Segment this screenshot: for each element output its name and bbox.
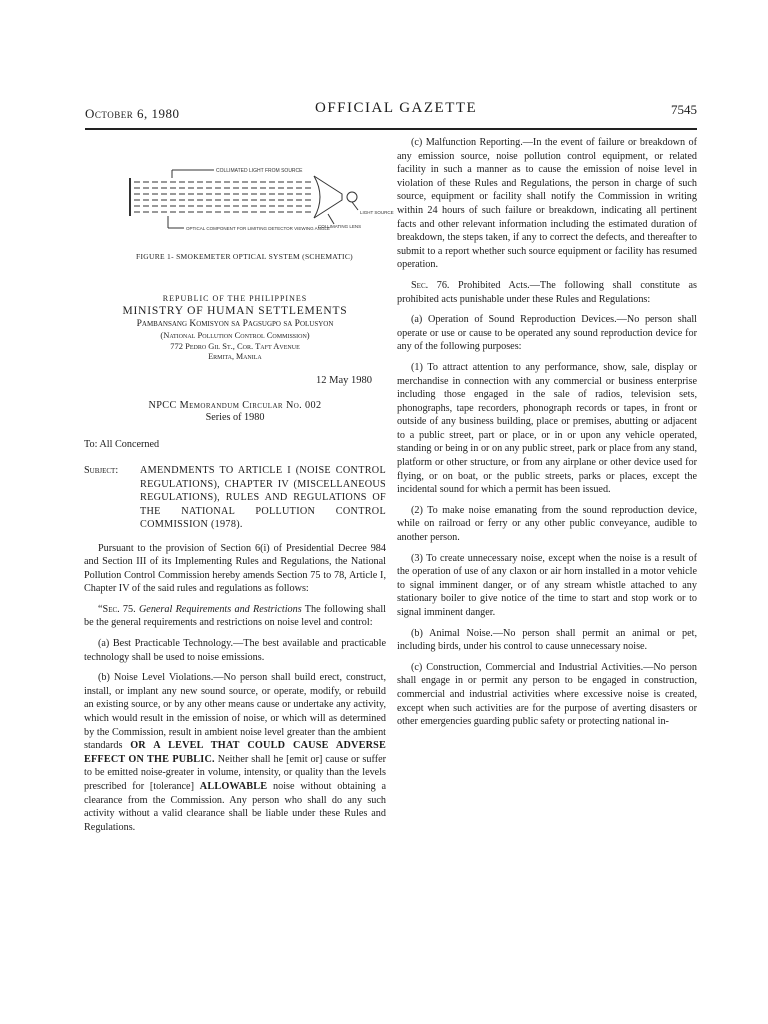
memo-recipient: To: All Concerned — [84, 439, 160, 450]
subject-text: AMENDMENTS TO ARTICLE I (NOISE CONTROL REGULATIONS), CHAPTER IV (MISCELLANEOUS REGULATIONS), RULES AND REGULATIONS OF THE NATIONAL POLLUTION CONTROL COMMISSION (1978). — [140, 465, 386, 530]
sec75-b-paragraph — [84, 671, 386, 834]
sec75-b-caps2: ALLOWABLE — [199, 781, 268, 792]
sec75-b-part2: Neither shall he [emit or] cause or suffer to be emitted noise-greater in volume, intensity, or quality than the levels prescribed for [tolerance] — [84, 753, 387, 792]
subject-label: Subject: — [84, 465, 119, 476]
header-page-number: 7545 — [671, 102, 697, 117]
page-header — [85, 100, 697, 124]
memo-title: NPCC Memorandum Circular No. 002 — [148, 400, 322, 411]
ministry-heading — [84, 294, 386, 361]
republic-line: REPUBLIC OF THE PHILIPPINES — [162, 294, 308, 303]
figure-label-top: COLLIMATED LIGHT FROM SOURCE — [216, 168, 303, 174]
purpose-2-paragraph: (2) To make noise emanating from the sound reproduction device, while on railroad or ferry or any other public conveyance, audible to another person. — [397, 504, 697, 544]
city-line: Ermita, Manila — [208, 352, 262, 361]
sec76-paragraph — [397, 279, 697, 306]
header-rule — [85, 128, 697, 130]
purpose-3-paragraph: (3) To create unnecessary noise, except when the noise is a result of the operation of use of any claxon or air horn installed in a motor vehicle to signal imminent danger, or of any stream whistle attached to any stationary boiler to give notice of the time to start and stop work or to signal imminent danger. — [397, 552, 697, 618]
memo-subject — [84, 464, 386, 532]
header-title: OFFICIAL GAZETTE — [315, 100, 478, 116]
sec75-paragraph — [84, 603, 386, 630]
sound-devices-paragraph: (a) Operation of Sound Reproduction Devices.—No person shall operate or use or cause to be operated any sound reproduction device for any of the following purposes: — [397, 314, 697, 353]
sec75-title: General Requirements and Restrictions — [138, 603, 302, 615]
figure-label-collimating-lens: COLLIMATING LENS — [318, 224, 362, 229]
header-date: October 6, 1980 — [85, 106, 180, 121]
animal-noise-paragraph: (b) Animal Noise.—No person shall permit an animal or pet, including birds, under his control to cause unnecessary noise. — [397, 627, 697, 653]
malfunction-paragraph: (c) Malfunction Reporting.—In the event of failure or breakdown of any emission source, noise pollution control equipment, or related facility in such a manner as to cause the emission of noise level in violation of these Rules and Regulations, the person in charge of such source, equipment or facility shall notify the Commission in writing within 24 hours of such failure or breakdown, indicating all pertinent facts and other relevant information including the estimated duration of breakdown, the steps taken, if any to correct the defects, and thereafter to submit to a report whether such source equipment or facility has resumed operation. — [397, 137, 697, 271]
memo-date: 12 May 1980 — [316, 375, 372, 386]
sec75-a-paragraph: (a) Best Practicable Technology.—The best available and practicable technology shall be used to noise emissions. — [84, 638, 386, 663]
address-line: 772 Pedro Gil St., Cor. Taft Avenue — [170, 341, 300, 351]
sec75-b-caps1: OR A LEVEL THAT COULD CAUSE ADVERSE EFFECT ON THE PUBLIC. — [84, 740, 387, 765]
smokemeter-figure — [84, 136, 394, 286]
pursuant-paragraph: Pursuant to the provision of Section 6(i) of Presidential Decree 984 and Section III of its Implementing Rules and Regulations, the National Pollution Control Commission hereby amends Section 75 to 78, Article I, Chapter IV of the said rules and regulations as follows: — [84, 542, 386, 595]
memo-series: Series of 1980 — [205, 412, 265, 423]
commission-tagalog: Pambansang Komisyon sa Pagsugpo sa Polusyon — [136, 319, 334, 329]
sec75-b-part1: (b) Noise Level Violations.—No person shall build erect, construct, install, or implant any new sound source, or operate, modify, or rebuild an existing source, or by any other means cause or undertake any activity, which would result in the emission of noise, or which will as determined by the Commission, result in ambient noise level greater than the ambient standards — [84, 672, 386, 752]
sec76-body: Prohibited Acts.—The following shall constitute as prohibited acts punishable under these Rules and Regulations: — [397, 279, 697, 305]
purpose-1-paragraph: (1) To attract attention to any performance, show, sale, display or merchandise in connection with any commercial or business enterprise including those engaged in the sale of radios, television sets, phonographs, tape recorders, phonograph records or tapes, in front or outside of any business building, place or premises, abutting or adjacent to a public street, part or place, or in or upon any vehicle operated, standing or being in or on any public street, park or place from any stand, platform or other structure, or from any airplane or other device used for flying, or on boat, or the public streets, parks or places, except the incidental sound for which a permit has been issued. — [397, 361, 697, 496]
sec75-body: The following shall be the general requirements and restrictions on noise level and control: — [84, 603, 386, 629]
figure-label-light-source: LIGHT SOURCE — [360, 210, 394, 215]
sec76-heading: Sec. 76. — [411, 279, 450, 291]
sec75-b-part3: noise without obtaining a clearance from the Commission. Any person who shall do any such activity without a valid clearance shall be liable under these Rules and Regulations. — [84, 781, 387, 833]
smokemeter-diagram — [84, 136, 394, 248]
figure-label-bottom: OPTICAL COMPONENT FOR LIMITING DETECTOR VIEWING ANGLE — [186, 226, 330, 231]
ministry-name: MINISTRY OF HUMAN SETTLEMENTS — [122, 305, 348, 317]
commission-english: (National Pollution Control Commission) — [160, 330, 310, 340]
sec75-heading: “Sec. 75. — [98, 603, 136, 615]
left-column — [84, 136, 394, 841]
figure-caption: FIGURE 1- SMOKEMETER OPTICAL SYSTEM (SCHEMATIC) — [136, 252, 353, 261]
right-column — [397, 136, 697, 736]
construction-paragraph: (c) Construction, Commercial and Industrial Activities.—No person shall engage in or permit any person to be engaged in construction, commercial and industrial activities where excessive noise is created, except when such activities are for the purpose of averting disasters or other emergencies guarding public safety or protecting national in- — [397, 661, 697, 728]
